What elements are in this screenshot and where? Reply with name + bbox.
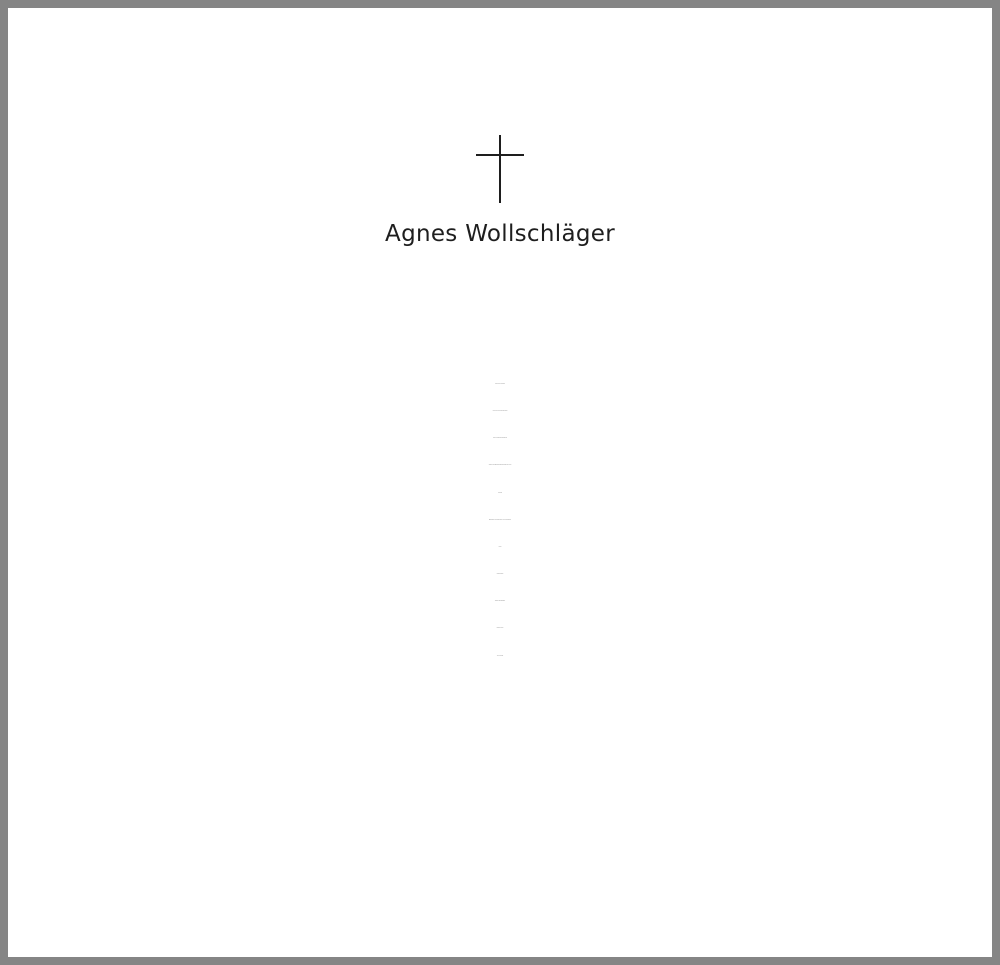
mourner-line: Familie Bené [496, 574, 504, 575]
mourner-line: Philip [498, 547, 502, 548]
poem-line-2 [8, 54, 992, 76]
mourner-line: Familie Ippen [496, 628, 504, 629]
mourner-line: Marika und Michael [495, 384, 505, 385]
poem-line-3 [8, 76, 992, 98]
poem-line-1 [8, 32, 992, 54]
cross-icon [8, 135, 992, 203]
mourner-line: Lena und Henning mit Georg [492, 411, 508, 412]
mourner-line: Tom und Solveig mit Moritz [493, 438, 507, 439]
mourner-line: Familie Wollschläger [494, 601, 506, 602]
mourner-line: Victoria und Stephan mit Benedict und Olivia [488, 465, 512, 466]
poem-line-4 [8, 98, 992, 120]
mourner-line: Stephanie und Sergio mit Anna und Daniele [489, 520, 511, 521]
deceased-name: Agnes Wollschläger [385, 221, 615, 247]
mourner-line: und Freunde [496, 656, 504, 657]
mourner-line: Laurenz [498, 493, 502, 494]
